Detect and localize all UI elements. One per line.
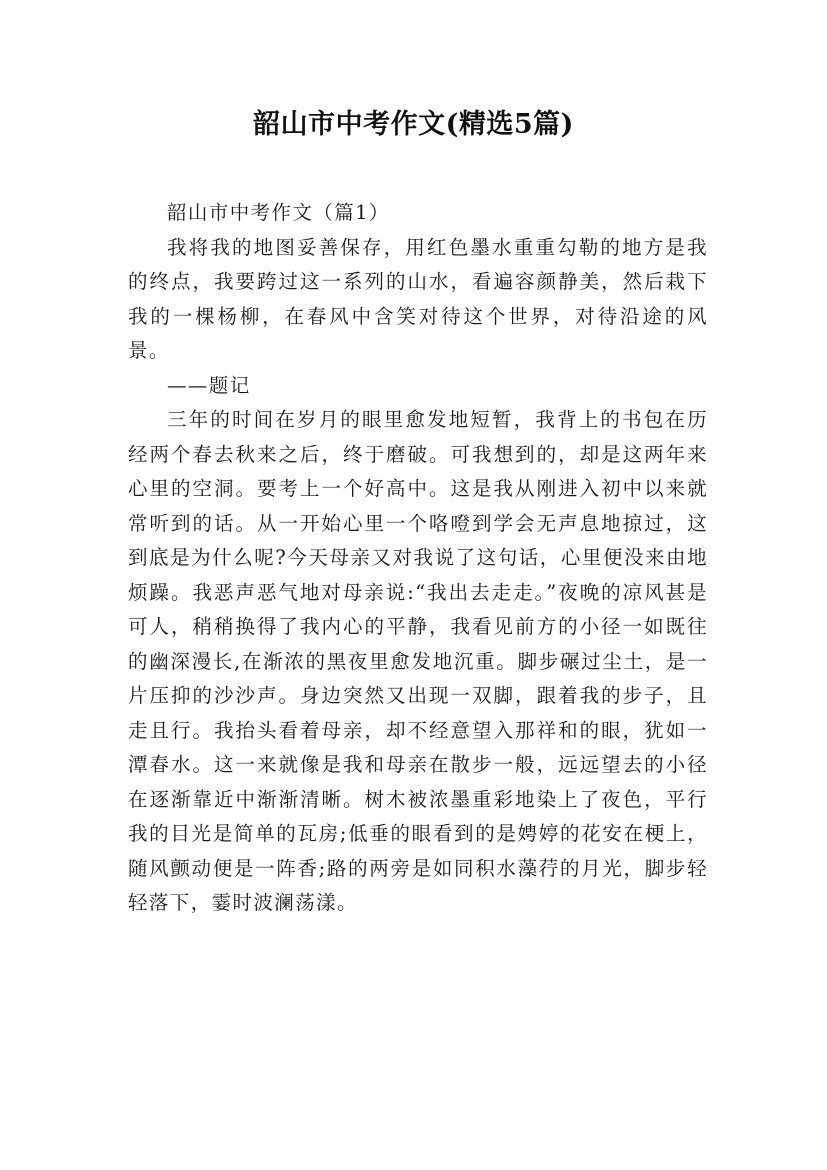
document-body	[128, 196, 708, 921]
body-paragraph: 我将我的地图妥善保存，用红色墨水重重勾勒的地方是我的终点，我要跨过这一系列的山水，看遍容颜静美，然后栽下我的一棵杨柳，在春风中含笑对待这个世界，对待沿途的风景。	[128, 235, 708, 362]
body-paragraph: 三年的时间在岁月的眼里愈发地短暂，我背上的书包在历经两个春去秋来之后，终于磨破。可我想到的，却是这两年来心里的空洞。要考上一个好高中。这是我从刚进入初中以来就常听到的话。从一开始心里一个咯噔到学会无声息地掠过，这到底是为什么呢?今天母亲又对我说了这句话，心里便没来由地烦躁。我恶声恶气地对母亲说:“我出去走走。”夜晚的凉风甚是可人，稍稍换得了我内心的平静，我看见前方的小径一如既往的幽深漫长,在渐浓的黑夜里愈发地沉重。脚步碾过尘土，是一片压抑的沙沙声。身边突然又出现一双脚，跟着我的步子，且走且行。我抬头看着母亲，却不经意望入那祥和的眼，犹如一潭春水。这一来就像是我和母亲在散步一般，远远望去的小径在逐渐靠近中渐渐清晰。树木被浓墨重彩地染上了夜色，平行我的目光是简单的瓦房;低垂的眼看到的是娉婷的花安在梗上，随风颤动便是一阵香;路的两旁是如同积水藻荇的月光，脚步轻轻落下，霎时波澜荡漾。	[128, 408, 708, 914]
section-heading: 韶山市中考作文（篇1）	[167, 201, 390, 224]
document-title: 韶山市中考作文(精选5篇)	[253, 109, 574, 140]
epigraph-attribution: ——题记	[167, 373, 251, 397]
